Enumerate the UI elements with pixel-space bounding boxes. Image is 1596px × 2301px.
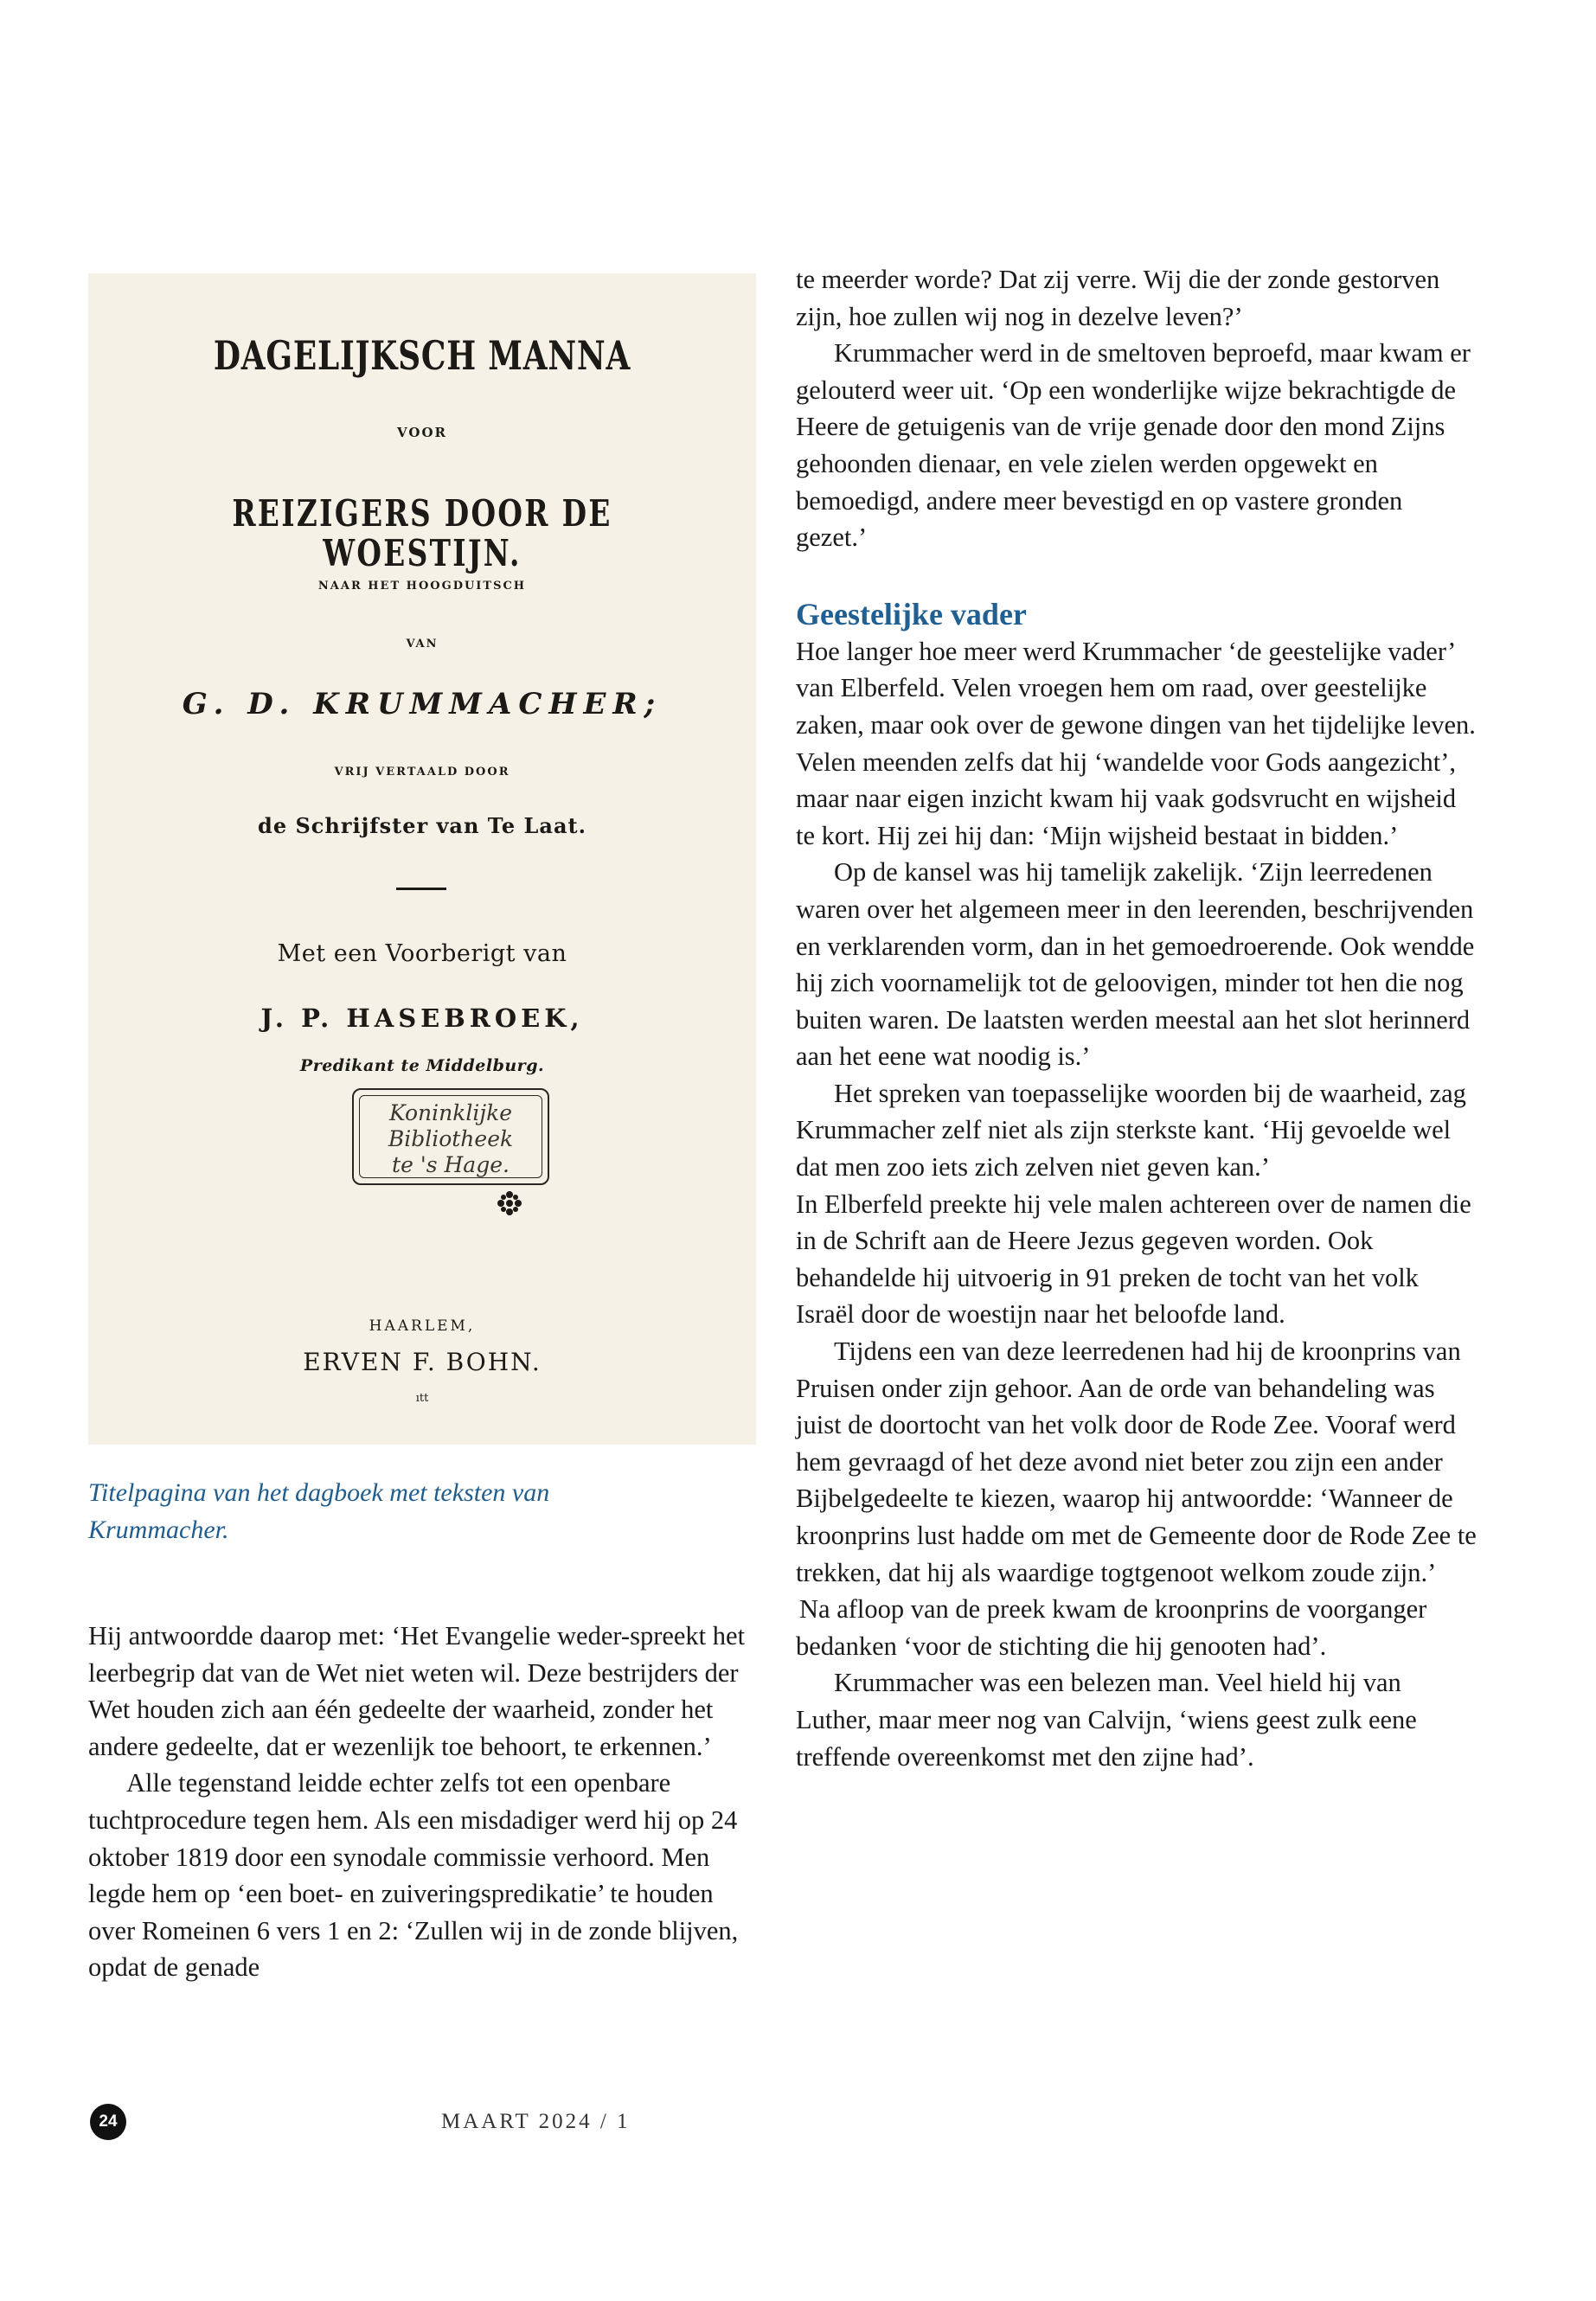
paragraph: Het spreken van toepasselijke woorden bij de waarheid, zag Krummacher zelf niet als zijn sterkste kant. ‘Hij gevoelde wel dat men zoo iets zich zelven niet geven kan.’ [796,1078,1466,1183]
paragraph: te meerder worde? Dat zij verre. Wij die der zonde gestorven zijn, hoe zullen wij nog in dezelve leven?’ [796,265,1440,331]
right-column [796,261,1479,1775]
title-page-publisher: ERVEN F. BOHN. [303,1348,542,1376]
flower-ornament-icon [495,1189,524,1218]
title-page-voor: VOOR [397,425,447,440]
title-page-divider [396,888,446,890]
image-caption: Titelpagina van het dagboek met teksten van Krummacher. [88,1478,550,1544]
paragraph: Krummacher werd in de smeltoven beproefd, maar kwam er gelouterd weer uit. ‘Op een wonderlijke wijze bekrachtigde de Heere de getuigenis van de vrije genade door den mond Zijns gehoonden dienaar, en vele zielen werden opgewekt en bemoedigd, andere meer bevestigd en op vastere gronden gezet.’ [796,338,1471,553]
title-page-vrij: VRIJ VERTAALD DOOR [334,766,510,779]
page-number-badge: 24 [90,2104,126,2140]
title-page-naar: NAAR HET HOOGDUITSCH [317,580,527,593]
title-page-predikant: Predikant te Middelburg. [299,1056,545,1075]
paragraph: Hij antwoordde daarop met: ‘Het Evangelie weder-spreekt het leerbegrip dat van de Wet niet weten wil. Deze bestrijders der Wet houden zich aan één gedeelte der waarheid, zonder het andere gedeelte, dat er wezenlijk toe behoort, te erkennen.’ [88,1621,746,1761]
paragraph: Tijdens een van deze leerredenen had hij de kroonprins van Pruisen onder zijn gehoor. Aan de orde van behandeling was juist de doortocht van het volk door de Rode Zee. Vooraf werd hem gevraagd of het deze avond niet beter zou zijn een ander Bijbelgedeelte te kiezen, waarop hij antwoordde: ‘Wanneer de kroonprins lust hadde om met de Gemeente door de Rode Zee te trekken, dat hij als waardige togtgenoot welkom zoude zijn.’ [796,1336,1477,1587]
title-page-title-line2: REIZIGERS DOOR DE WOESTIJN. [232,492,612,575]
left-column [88,1618,746,1986]
title-page-image [88,273,756,1445]
paragraph: Krummacher was een belezen man. Veel hield hij van Luther, maar meer nog van Calvijn, ‘wiens geest zulk eene treffende overeenkomst met den zijne had’. [796,1668,1417,1772]
title-page-place: HAARLEM, [369,1317,476,1335]
title-page-small-mark: ıtt [415,1392,429,1405]
title-page-van: VAN [406,638,439,651]
section-heading: Geestelijke vader [796,596,1027,631]
issue-label: MAART 2024 / 1 [441,2110,631,2133]
library-stamp-line: Koninklijke [388,1100,513,1125]
paragraph: In Elberfeld preekte hij vele malen achtereen over de namen die in de Schrift aan de Heere Jezus gegeven worden. Ook behandelde hij uitvoerig in 91 preken de tocht van het volk Israël door de woestijn naar het beloofde land. [796,1189,1471,1330]
library-stamp-line: te 's Hage. [392,1152,510,1177]
title-page-hasebroek: J. P. HASEBROEK, [260,1003,584,1033]
paragraph: Op de kansel was hij tamelijk zakelijk. ‘Zijn leerredenen waren over het algemeen meer in den leerenden, beschrijvenden en verklarenden vorm, dan in het gemoedroerende. Ook wendde hij zich voornamelijk tot de geloovigen, minder tot hen die nog buiten waren. De laatsten werden meestal aan het slot herinnerd aan het eene wat noodig is.’ [796,857,1475,1072]
title-page-schrijfster: de Schrijfster van Te Laat. [258,813,586,838]
paragraph: Alle tegenstand leidde echter zelfs tot een openbare tuchtprocedure tegen hem. Als een misdadiger werd hij op 24 oktober 1819 door een synodale commissie verhoord. Men legde hem op ‘een boet- en zuiveringspredikatie’ te houden over Romeinen 6 vers 1 en 2: ‘Zullen wij in de zonde blijven, opdat de genade [88,1768,739,1983]
paragraph: Hoe langer hoe meer werd Krummacher ‘de geestelijke vader’ van Elberfeld. Velen vroegen hem om raad, over geestelijke zaken, maar ook over de gewone dingen van het tijdelijke leven. Velen meenden zelfs dat hij ‘wandelde voor Gods aangezicht’, maar naar eigen inzicht kwam hij vaak godsvrucht en wijsheid te kort. Hij zei hij dan: ‘Mijn wijsheid bestaat in bidden.’ [796,636,1476,850]
library-stamp [352,1088,549,1185]
title-page-author: G. D. KRUMMACHER; [182,687,663,721]
title-page-voorberigt: Met een Voorberigt van [277,940,567,967]
library-stamp-line: Bibliotheek [388,1126,514,1151]
title-page-title-line1: DAGELIJKSCH MANNA [213,332,631,379]
paragraph: Na afloop van de preek kwam de kroonprins de voorganger bedanken ‘voor de stichting die hij genooten had’. [796,1594,1427,1661]
